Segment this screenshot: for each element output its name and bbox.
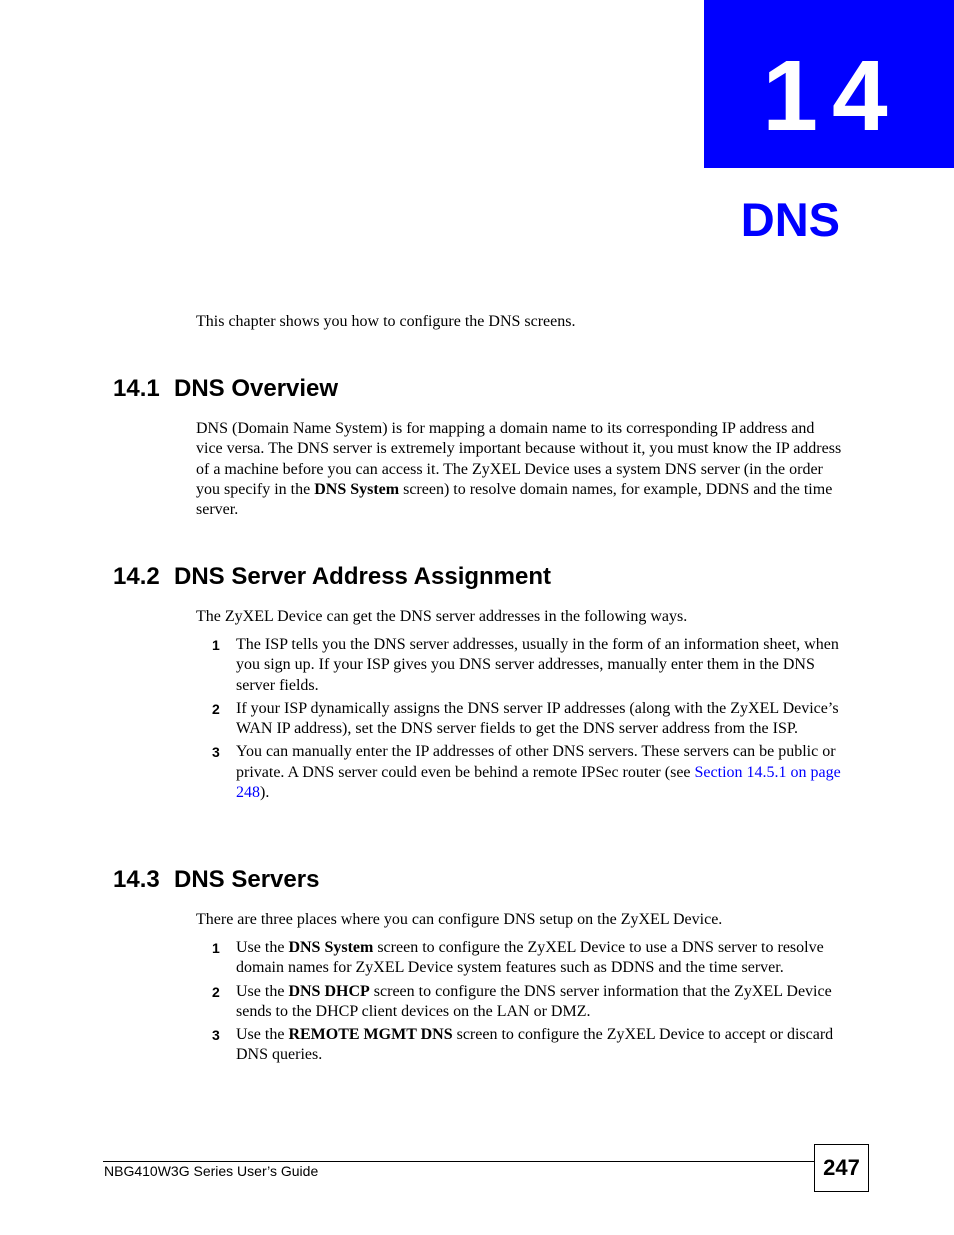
assignment-lead: The ZyXEL Device can get the DNS server addresses in the following ways.: [196, 608, 688, 625]
assignment-list: [210, 635, 850, 806]
section-number: 14.1: [113, 375, 160, 402]
chapter-title: DNS: [740, 193, 840, 246]
list-number: 3: [212, 744, 220, 761]
list-text: ).: [260, 784, 270, 802]
list-text: screen to configure the ZyXEL Device to use a DNS server to resolve domain names for ZyXEL Device system features such as DDNS and the time server.: [236, 939, 824, 977]
section-number: 14.3: [113, 866, 160, 893]
section-heading-dns-server-address-assignment: [113, 563, 551, 591]
list-number: 3: [212, 1027, 220, 1044]
list-text: The ISP tells you the DNS server addresses, usually in the form of an information sheet, when you sign up. If your ISP gives you DNS server addresses, manually enter them in the DNS server fields.: [236, 636, 839, 694]
list-text: Use the: [236, 982, 289, 1000]
section-heading-dns-overview: [113, 375, 338, 403]
list-bold: DNS System: [288, 939, 374, 956]
list-bold: REMOTE MGMT DNS: [288, 1026, 453, 1044]
section-title: DNS Servers: [174, 866, 320, 893]
page-number: 247: [814, 1144, 869, 1192]
list-number: 2: [212, 700, 220, 717]
paragraph-text: DNS (Domain Name System) is for mapping a domain name to its corresponding IP address and vice versa. The DNS server is extremely important because without it, you must know the IP address of a machine before you can access it. The ZyXEL Device uses a system DNS server (in the order you specify in the: [196, 420, 842, 498]
footer-guide-title: NBG410W3G Series User’s Guide: [104, 1163, 319, 1179]
list-number: 1: [212, 637, 220, 653]
servers-lead: There are three places where you can configure DNS setup on the ZyXEL Device.: [196, 911, 723, 928]
section-title: DNS Server Address Assignment: [174, 563, 552, 590]
list-text: If your ISP dynamically assigns the DNS server IP addresses (along with the ZyXEL Device’s WAN IP address), set the DNS server fields to get the DNS server address from the ISP.: [236, 699, 839, 738]
list-item: [210, 1025, 850, 1066]
list-item: [210, 938, 850, 979]
list-number: 2: [212, 983, 220, 1000]
list-item: [210, 742, 850, 803]
list-text: Use the: [236, 939, 289, 956]
chapter-number-box: [704, 0, 954, 168]
chapter-intro: This chapter shows you how to configure the DNS screens.: [196, 313, 576, 330]
section-title: DNS Overview: [174, 375, 339, 402]
list-text: Use the: [236, 1026, 289, 1044]
chapter-number: 14: [762, 40, 902, 152]
paragraph-text: screen) to resolve domain names, for example, DDNS and the time server.: [196, 480, 833, 519]
dns-overview-paragraph: [196, 419, 844, 520]
section-number: 14.2: [113, 563, 160, 590]
list-bold: DNS DHCP: [288, 982, 370, 1000]
list-item: [210, 699, 850, 740]
list-text: screen to configure the DNS server information that the ZyXEL Device sends to the DHCP client devices on the LAN or DMZ.: [236, 982, 832, 1020]
list-item: [210, 635, 850, 696]
servers-list: [210, 938, 850, 1069]
section-link[interactable]: Section 14.5.1 on page 248: [236, 763, 841, 802]
list-text: You can manually enter the IP addresses of other DNS servers. These servers can be public or private. A DNS server could even be behind a remote IPSec router (see: [236, 743, 836, 781]
list-number: 1: [212, 940, 220, 956]
list-item: [210, 982, 850, 1023]
section-heading-dns-servers: [113, 866, 319, 894]
paragraph-bold: DNS System: [314, 480, 400, 498]
list-text: screen to configure the ZyXEL Device to accept or discard DNS queries.: [236, 1026, 834, 1064]
